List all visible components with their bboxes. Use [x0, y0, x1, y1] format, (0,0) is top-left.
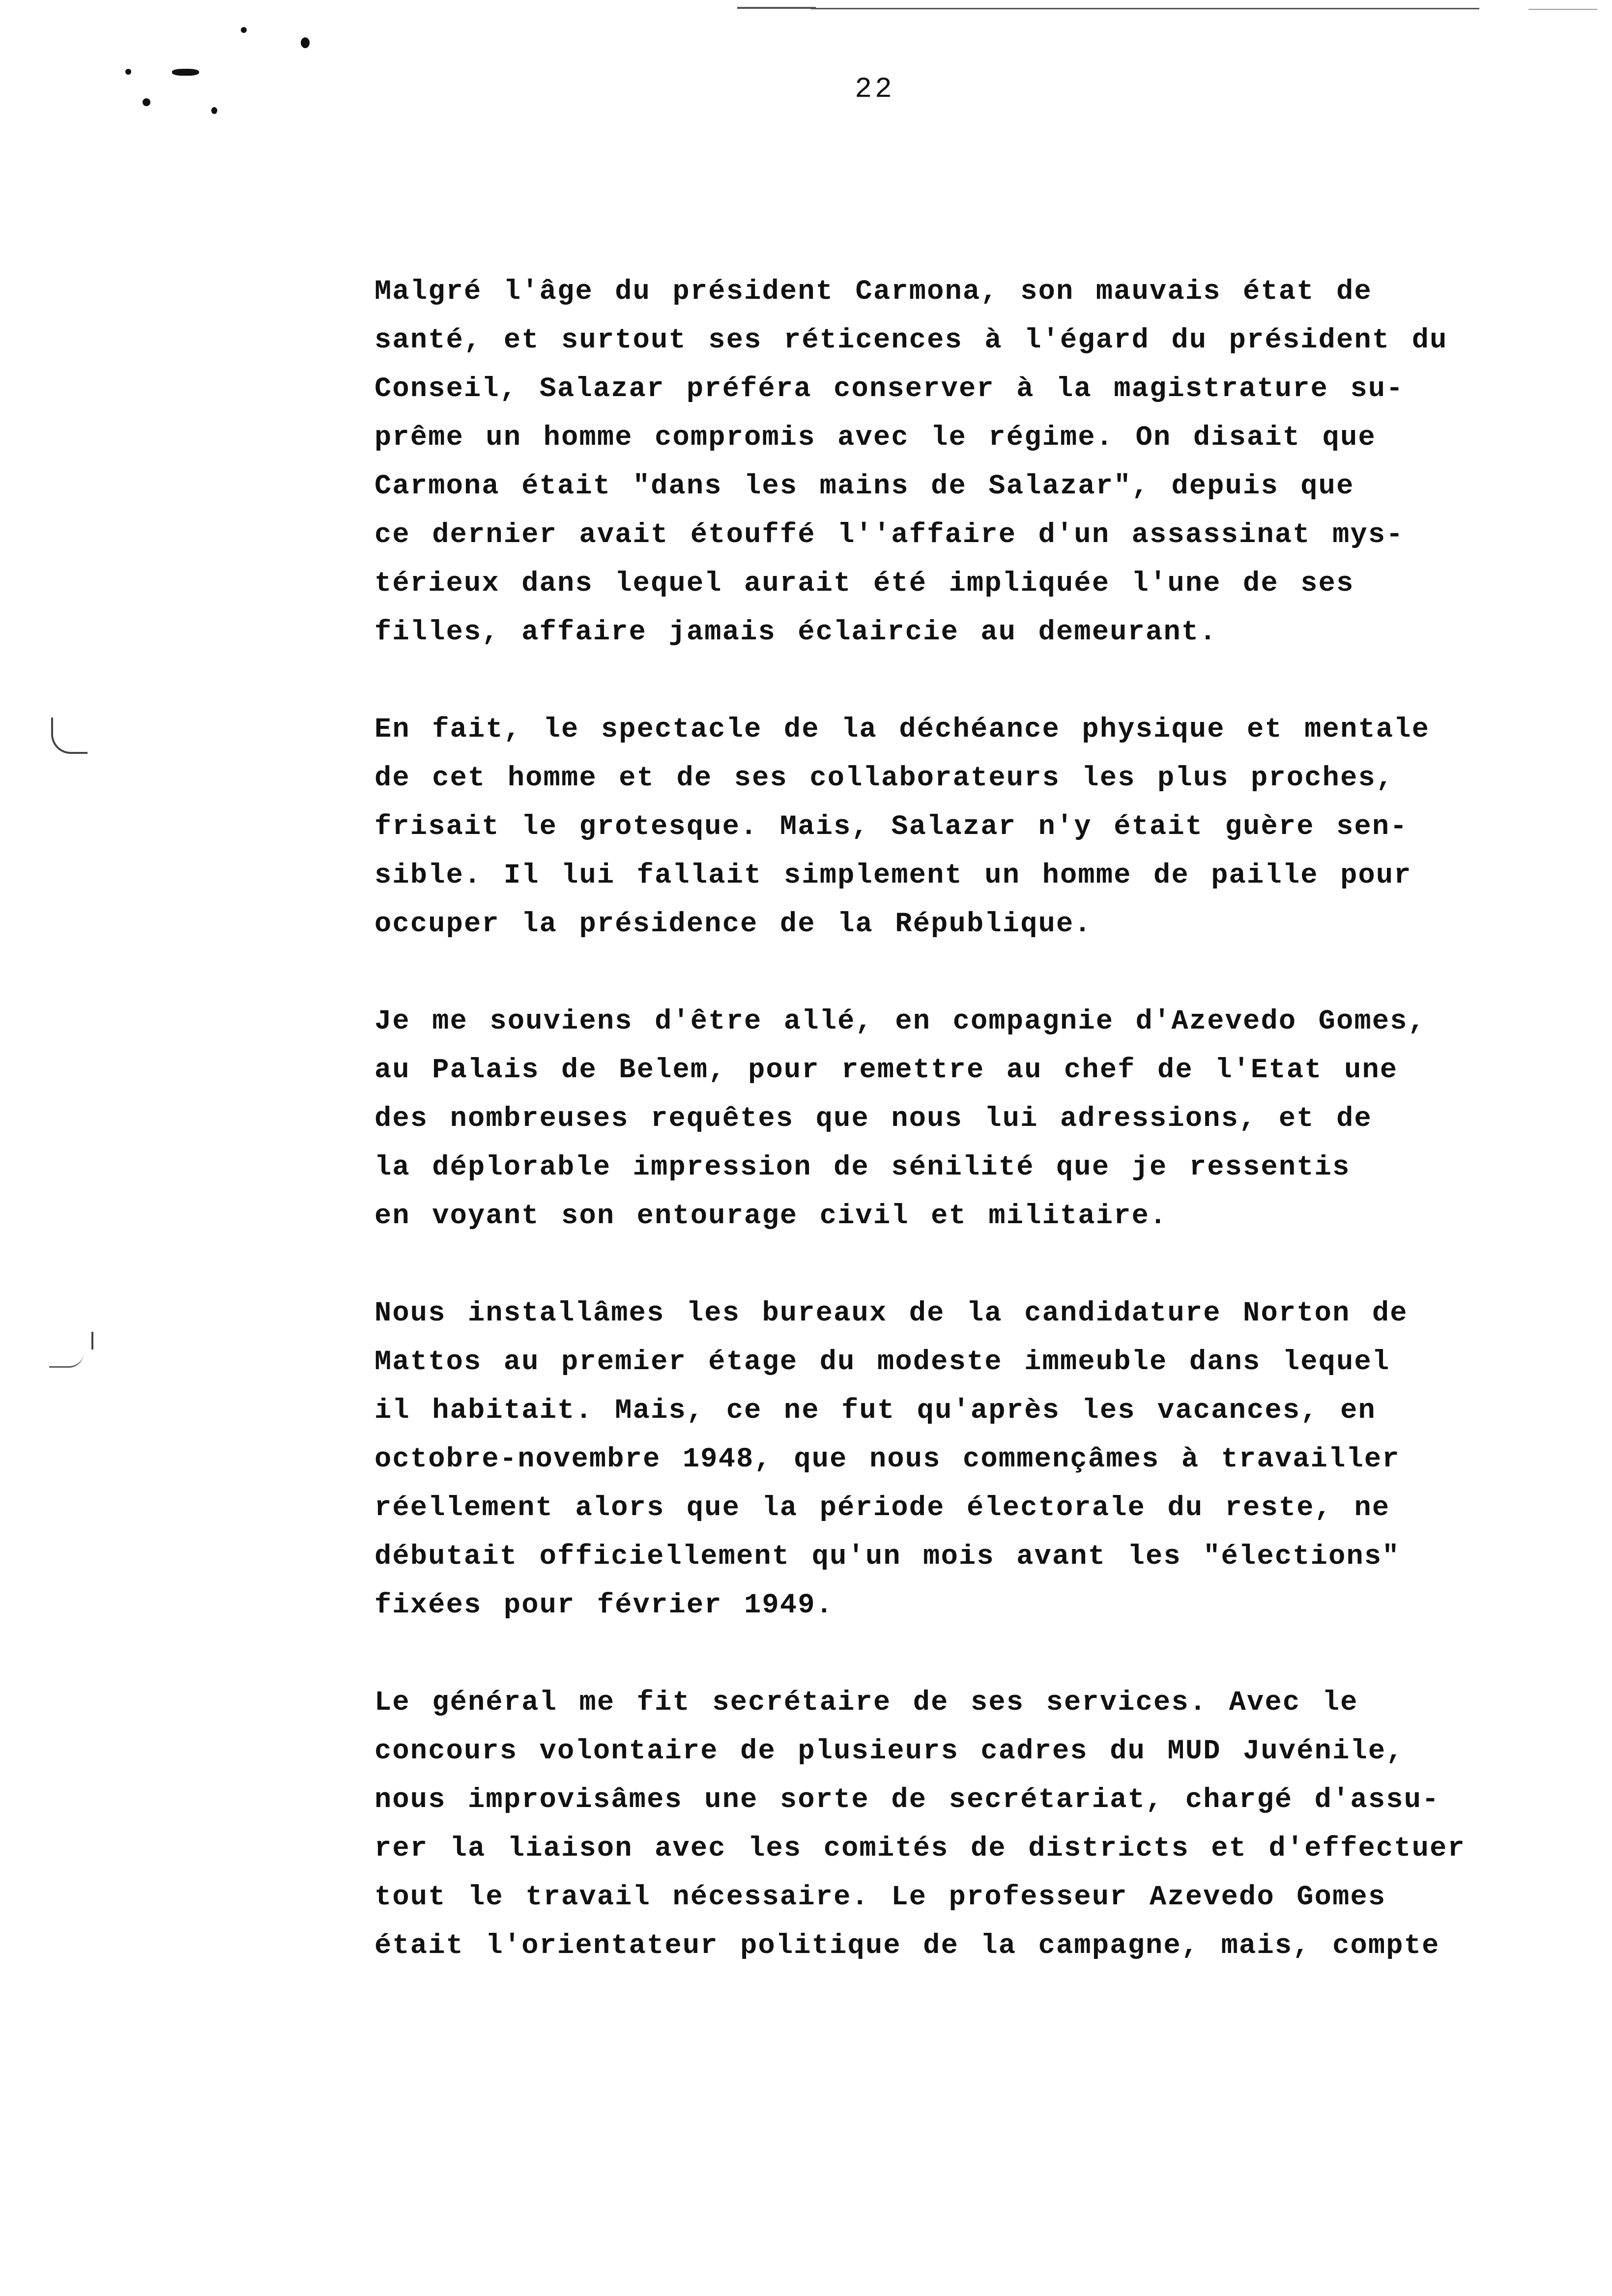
text-line: occuper la présidence de la République. — [374, 909, 1092, 940]
text-line: Malgré l'âge du président Carmona, son mauvais état de — [374, 276, 1372, 308]
text-line: frisait le grotesque. Mais, Salazar n'y était guère sen- — [374, 811, 1408, 843]
text-line: prême un homme compromis avec le régime. On disait que — [374, 422, 1376, 454]
text-line: octobre-novembre 1948, que nous commençâmes à travailler — [374, 1444, 1400, 1475]
text-line: au Palais de Belem, pour remettre au chef de l'Etat une — [374, 1055, 1398, 1086]
text-line: santé, et surtout ses réticences à l'égard du président du — [374, 325, 1448, 356]
text-line: il habitait. Mais, ce ne fut qu'après les vacances, en — [374, 1395, 1376, 1427]
text-line: Carmona était "dans les mains de Salazar", depuis que — [374, 471, 1354, 502]
scan-edge-line — [1528, 9, 1597, 10]
text-line: fixées pour février 1949. — [374, 1590, 834, 1621]
text-line: ce dernier avait étouffé l''affaire d'un assassinat mys- — [374, 519, 1404, 551]
paragraph — [374, 268, 1544, 657]
text-line: Mattos au premier étage du modeste immeuble dans lequel — [374, 1347, 1390, 1378]
paragraph — [374, 998, 1544, 1241]
text-line: la déplorable impression de sénilité que je ressentis — [374, 1152, 1351, 1183]
scan-edge-line — [811, 8, 1479, 9]
text-line: était l'orientateur politique de la campagne, mais, compte — [374, 1930, 1440, 1962]
paragraph — [374, 706, 1544, 949]
text-line: En fait, le spectacle de la déchéance physique et mentale — [374, 714, 1430, 746]
text-line: Je me souviens d'être allé, en compagnie d'Azevedo Gomes, — [374, 1006, 1426, 1037]
paragraph — [374, 1290, 1544, 1630]
text-line: de cet homme et de ses collaborateurs les plus proches, — [374, 763, 1394, 794]
margin-pen-mark — [91, 1332, 93, 1349]
text-line: tout le travail nécessaire. Le professeur Azevedo Gomes — [374, 1882, 1386, 1913]
text-line: concours volontaire de plusieurs cadres du MUD Juvénile, — [374, 1736, 1404, 1767]
margin-pen-mark — [49, 1347, 84, 1368]
text-line: des nombreuses requêtes que nous lui adressions, et de — [374, 1103, 1372, 1135]
page-number: 22 — [855, 74, 895, 106]
scan-speck — [211, 107, 217, 114]
scan-speck — [301, 37, 310, 48]
text-line: filles, affaire jamais éclaircie au demeurant. — [374, 617, 1217, 648]
scan-speck — [241, 27, 247, 33]
text-line: Nous installâmes les bureaux de la candidature Norton de — [374, 1298, 1408, 1329]
text-line: sible. Il lui fallait simplement un homme de paille pour — [374, 860, 1412, 891]
scan-edge-line — [737, 7, 816, 9]
text-line: Le général me fit secrétaire de ses services. Avec le — [374, 1687, 1358, 1719]
text-line: rer la liaison avec les comités de districts et d'effectuer — [374, 1833, 1466, 1865]
text-line: térieux dans lequel aurait été impliquée l'une de ses — [374, 568, 1354, 600]
text-line: débutait officiellement qu'un mois avant les "élections" — [374, 1541, 1400, 1573]
body-text — [374, 268, 1544, 2019]
text-line: nous improvisâmes une sorte de secrétariat, chargé d'assu- — [374, 1784, 1440, 1816]
margin-pen-mark — [51, 718, 87, 754]
text-line: Conseil, Salazar préféra conserver à la magistrature su- — [374, 373, 1404, 405]
text-line: réellement alors que la période électorale du reste, ne — [374, 1492, 1390, 1524]
text-line: en voyant son entourage civil et militaire. — [374, 1201, 1168, 1232]
paragraph — [374, 1679, 1544, 1971]
